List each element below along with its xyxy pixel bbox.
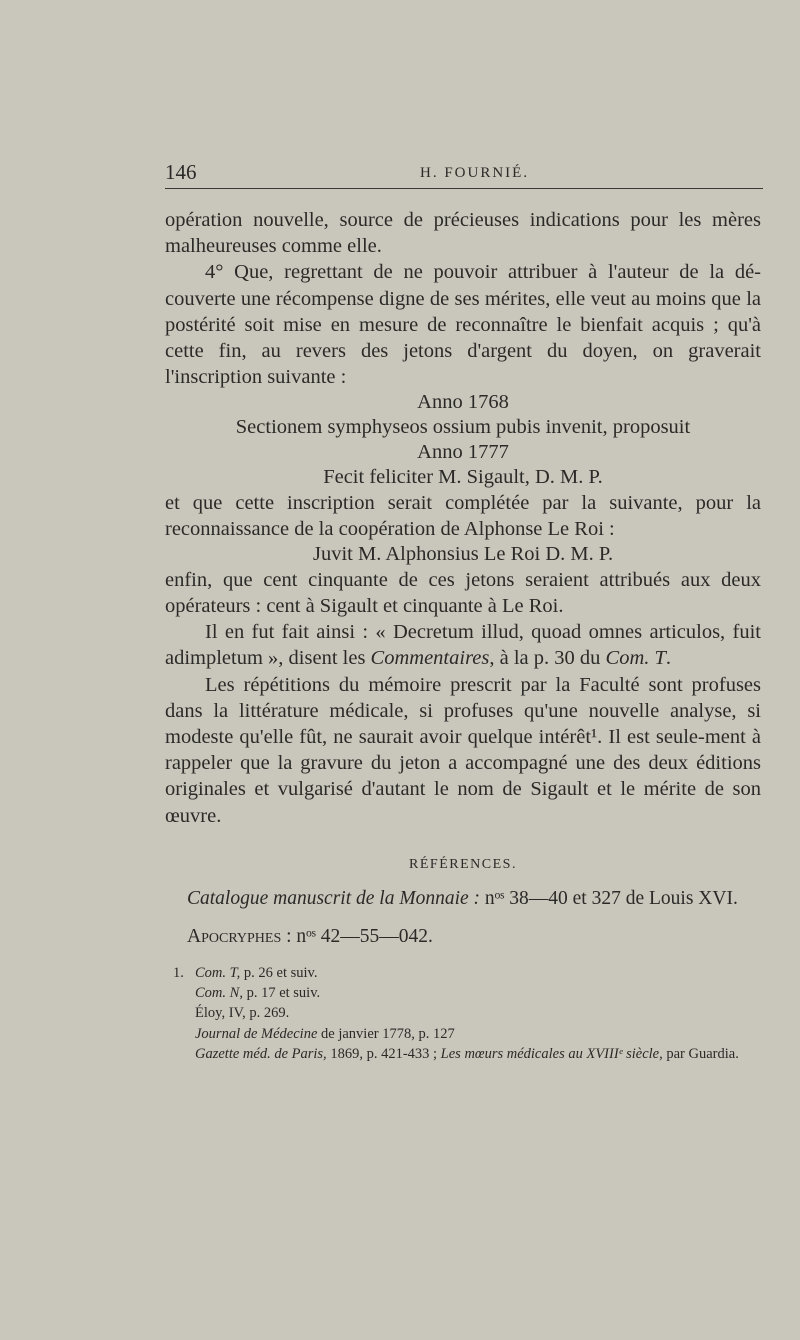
footnote-detail: 1869, p. 421-433 ;	[326, 1046, 441, 1063]
footnote-title: Gazette méd. de Paris,	[195, 1046, 327, 1063]
footnote-title: Com. T,	[195, 964, 241, 981]
footnote-number: 1.	[173, 964, 184, 981]
inscription-line: Anno 1777	[417, 441, 509, 464]
page-number: 146	[165, 160, 197, 184]
text-run: , à la p. 30 du	[489, 647, 606, 670]
reference-detail: nᵒˢ 38—40 et 327 de Louis XVI.	[480, 887, 738, 909]
page-body	[165, 207, 761, 1064]
paragraph-item-4: 4° Que, regrettant de ne pouvoir attribuer à l'auteur de la dé-couverte une récompense digne de ses mérites, elle veut au moins que la postérité soit mise en mesure de reconnaître le bienfait acquis ; qu'à cette fin, au revers des jetons d'argent du doyen, on graverait l'inscription suivante :	[165, 261, 761, 389]
footnote-detail: p. 26 et suiv.	[240, 964, 318, 981]
references-heading: RÉFÉRENCES.	[409, 856, 517, 872]
text-run: Il en fut fait ainsi : « Decretum illud, quoad omnes articulos, fuit adimpletum », disent les	[165, 621, 761, 670]
footnote-line	[173, 963, 761, 983]
footnotes	[165, 963, 761, 1064]
footnote-line	[173, 1044, 761, 1064]
inscription-block	[165, 390, 761, 489]
paragraph-completion: et que cette inscription serait complétée par la suivante, pour la reconnaissance de la coopération de Alphonse Le Roi :	[165, 491, 761, 540]
footnote-detail: p. 17 et suiv.	[242, 985, 321, 1002]
paragraph-repetitions: Les répétitions du mémoire prescrit par la Faculté sont profuses dans la littérature médicale, si profuses qu'une nouvelle analyse, si modeste qu'elle fût, ne saurait avoir quelque intérêt¹. Il est seule-ment à rappeler que la gravure du jeton a accompagné une des deux éditions originales et vulgarisé d'autant le nom de Sigault et le mérite de son œuvre.	[165, 673, 761, 827]
footnote-line	[173, 1024, 761, 1044]
paragraph-decretum	[165, 619, 761, 671]
reference-catalogue	[187, 887, 761, 911]
footnote-detail: par Guardia.	[662, 1046, 739, 1063]
footnote-title: Journal de Médecine	[195, 1025, 318, 1042]
footnote-title: Les mœurs médicales au XVIIIᵉ siècle,	[440, 1046, 663, 1063]
title-com-t: Com. T	[605, 647, 666, 670]
reference-detail: : nᵒˢ 42—55—042.	[281, 925, 433, 947]
reference-title: Apocryphes	[187, 925, 282, 947]
inscription-line: Anno 1768	[417, 391, 509, 414]
paragraph-continuation: opération nouvelle, source de précieuses indications pour les mères malheureuses comme elle.	[165, 209, 761, 258]
reference-apocryphes	[187, 925, 761, 949]
reference-title: Catalogue manuscrit de la Monnaie :	[187, 887, 481, 909]
footnote-detail: de janvier 1778, p. 127	[317, 1025, 455, 1042]
inscription-line: Fecit feliciter M. Sigault, D. M. P.	[323, 465, 603, 488]
inscription-juvit: Juvit M. Alphonsius Le Roi D. M. P.	[313, 543, 614, 566]
footnote-line	[173, 983, 761, 1003]
paragraph-tokens: enfin, que cent cinquante de ces jetons seraient attribués aux deux opérateurs : cent à Sigault et cinquante à Le Roi.	[165, 568, 761, 618]
page-header	[165, 160, 763, 189]
running-head: H. FOURNIÉ.	[420, 165, 530, 181]
footnote-title: Com. N,	[195, 985, 243, 1002]
footnote-line: Éloy, IV, p. 269.	[195, 1005, 290, 1022]
text-run: .	[665, 647, 672, 670]
inscription-line: Sectionem symphyseos ossium pubis invenit, proposuit	[235, 416, 691, 439]
title-commentaires: Commentaires	[370, 647, 490, 670]
